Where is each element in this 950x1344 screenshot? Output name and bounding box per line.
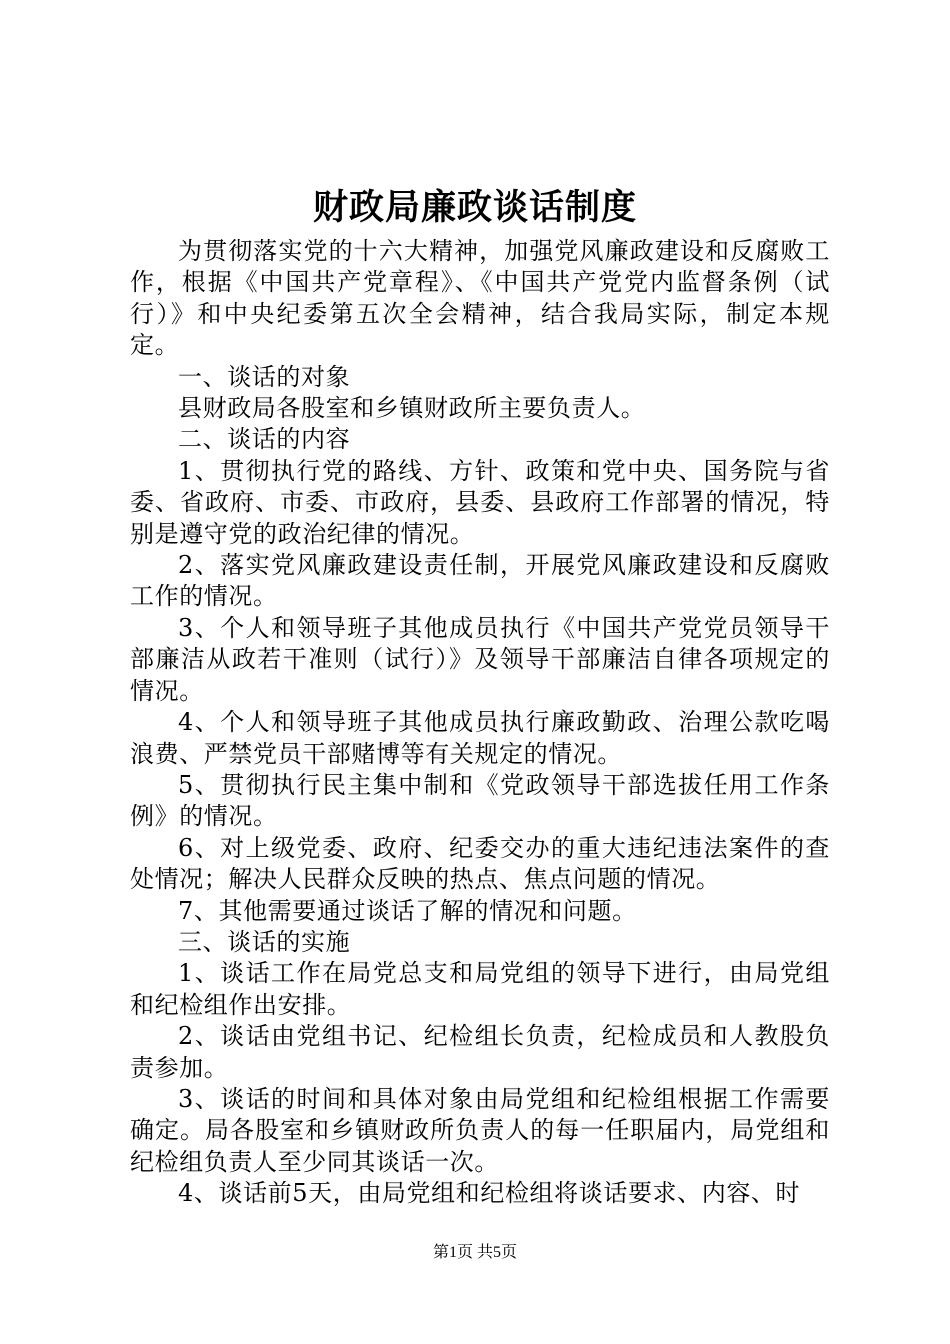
page-footer: 第1页 共5页 bbox=[432, 1244, 517, 1261]
paragraph: 6、对上级党委、政府、纪委交办的重大违纪违法案件的查处情况；解决人民群众反映的热点、焦点问题的情况。 bbox=[130, 833, 830, 894]
document-body bbox=[130, 236, 830, 1210]
section-heading-2: 二、谈话的内容 bbox=[178, 425, 351, 454]
paragraph: 5、贯彻执行民主集中制和《党政领导干部选拔任用工作条例》的情况。 bbox=[130, 770, 830, 831]
document-title: 财政局廉政谈话制度 bbox=[312, 187, 637, 228]
paragraph: 4、个人和领导班子其他成员执行廉政勤政、治理公款吃喝浪费、严禁党员干部赌博等有关规定的情况。 bbox=[130, 708, 830, 768]
paragraph: 2、落实党风廉政建设责任制，开展党风廉政建设和反腐败工作的情况。 bbox=[130, 551, 830, 611]
paragraph: 3、个人和领导班子其他成员执行《中国共产党党员领导干部廉洁从政若干准则（试行）》及领导干部廉洁自律各项规定的情况。 bbox=[130, 613, 830, 705]
paragraph: 4、谈话前5天，由局党组和纪检组将谈话要求、内容、时 bbox=[178, 1179, 801, 1208]
paragraph: 1、贯彻执行党的路线、方针、政策和党中央、国务院与省委、省政府、市委、市政府，县委、县政府工作部署的情况，特别是遵守党的政治纪律的情况。 bbox=[130, 456, 830, 548]
section-heading-3: 三、谈话的实施 bbox=[178, 927, 351, 956]
paragraph: 3、谈话的时间和具体对象由局党组和纪检组根据工作需要确定。局各股室和乡镇财政所负责人的每一任职届内，局党组和纪检组负责人至少同其谈话一次。 bbox=[130, 1084, 830, 1176]
paragraph: 县财政局各股室和乡镇财政所主要负责人。 bbox=[178, 394, 646, 423]
section-heading-1: 一、谈话的对象 bbox=[178, 362, 351, 391]
paragraph: 7、其他需要通过谈话了解的情况和问题。 bbox=[178, 896, 637, 925]
paragraph: 1、谈话工作在局党总支和局党组的领导下进行，由局党组和纪检组作出安排。 bbox=[130, 959, 830, 1019]
paragraph: 2、谈话由党组书记、纪检组长负责，纪检成员和人教股负责参加。 bbox=[130, 1022, 830, 1082]
paragraph-intro: 为贯彻落实党的十六大精神，加强党风廉政建设和反腐败工作，根据《中国共产党章程》、《中国共产党党内监督条例（试行）》和中央纪委第五次全会精神，结合我局实际，制定本规定。 bbox=[130, 237, 830, 360]
